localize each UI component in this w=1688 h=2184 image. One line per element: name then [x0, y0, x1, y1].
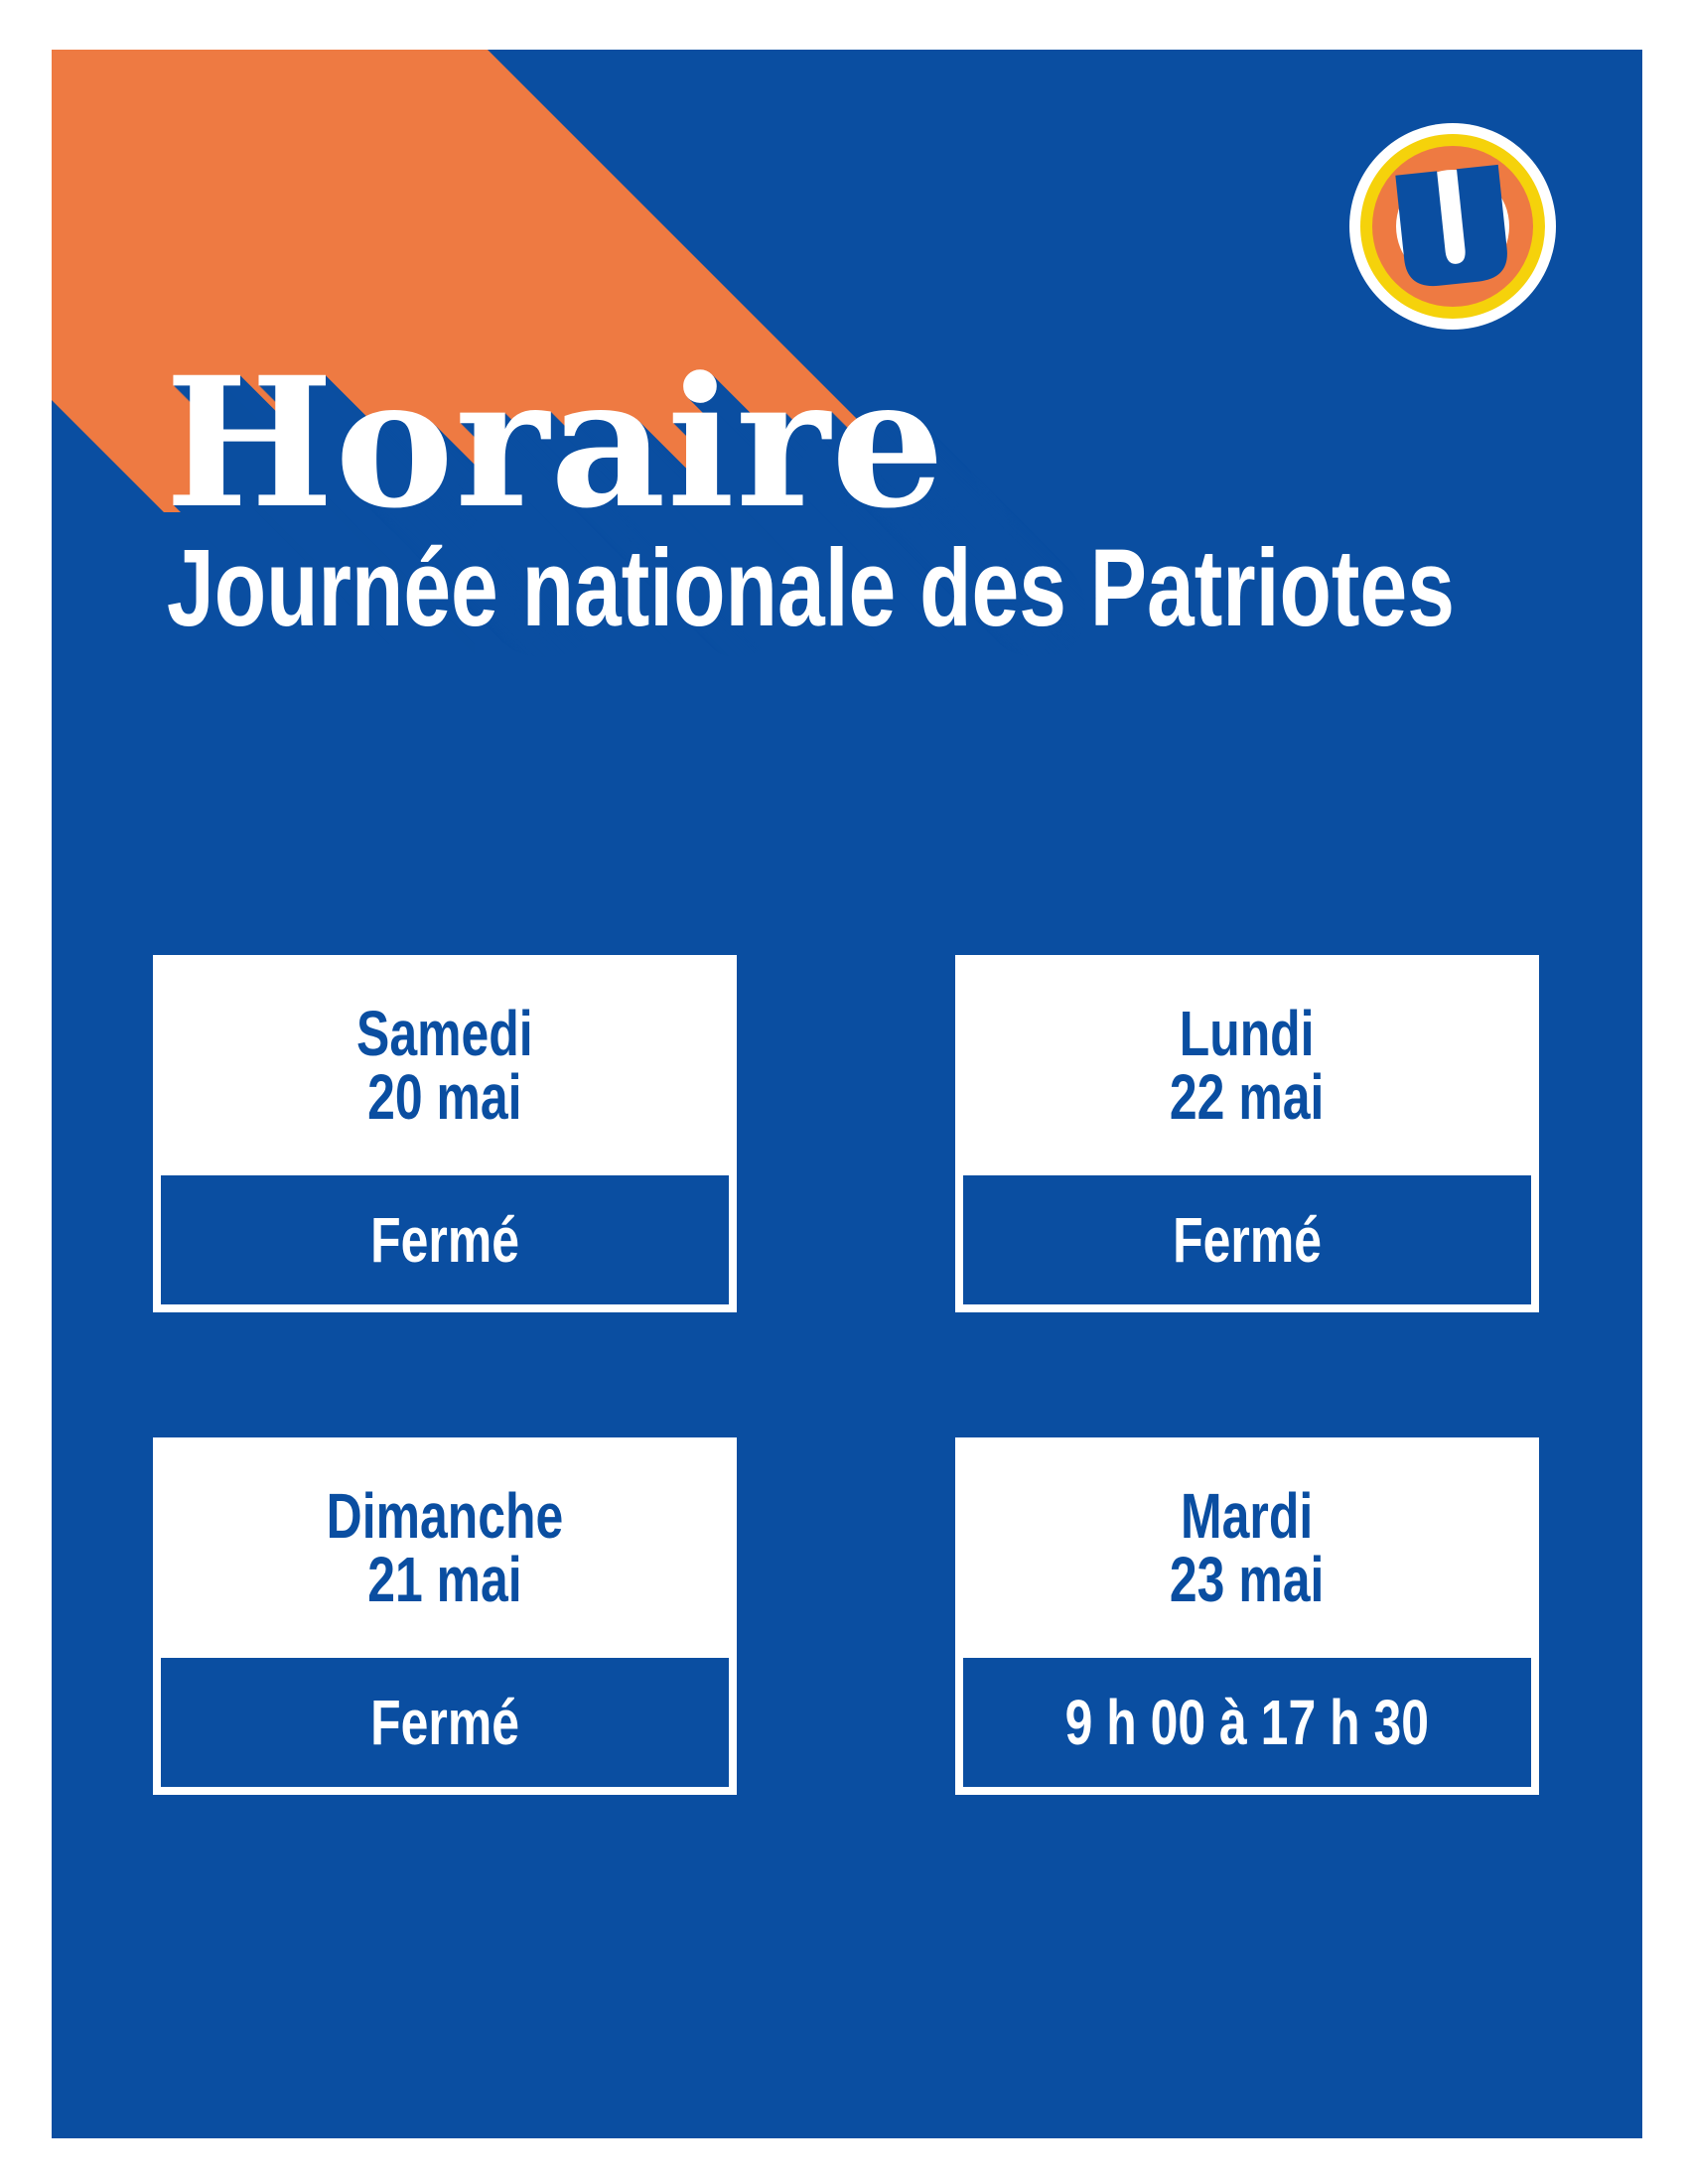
schedule-card	[153, 955, 737, 1312]
card-date-label: 21 mai	[367, 1544, 522, 1615]
schedule-card	[955, 955, 1539, 1312]
blue-background-panel	[52, 50, 1642, 2138]
card-hours-label: Fermé	[370, 1204, 519, 1276]
card-date-label: 22 mai	[1170, 1061, 1325, 1133]
card-date-label: 23 mai	[1170, 1544, 1325, 1615]
u-circle-badge-icon	[1348, 122, 1557, 331]
card-day-area	[955, 1437, 1539, 1658]
card-hours-badge	[963, 1175, 1531, 1304]
schedule-card	[955, 1437, 1539, 1795]
card-day-label: Lundi	[1180, 998, 1315, 1069]
card-hours-badge	[161, 1658, 729, 1787]
card-day-area	[153, 955, 737, 1175]
card-day-area	[955, 955, 1539, 1175]
card-hours-label: Fermé	[370, 1687, 519, 1758]
card-day-label: Mardi	[1181, 1480, 1314, 1552]
page-title: Horaire	[165, 339, 946, 548]
card-date-label: 20 mai	[367, 1061, 522, 1133]
card-day-label: Samedi	[356, 998, 533, 1069]
card-hours-label: 9 h 00 à 17 h 30	[1064, 1687, 1430, 1758]
card-hours-badge	[161, 1175, 729, 1304]
card-day-area	[153, 1437, 737, 1658]
schedule-card	[153, 1437, 737, 1795]
card-day-label: Dimanche	[326, 1480, 564, 1552]
card-hours-badge	[963, 1658, 1531, 1787]
card-hours-label: Fermé	[1173, 1204, 1322, 1276]
page-subtitle: Journée nationale des Patriotes	[167, 527, 1455, 649]
